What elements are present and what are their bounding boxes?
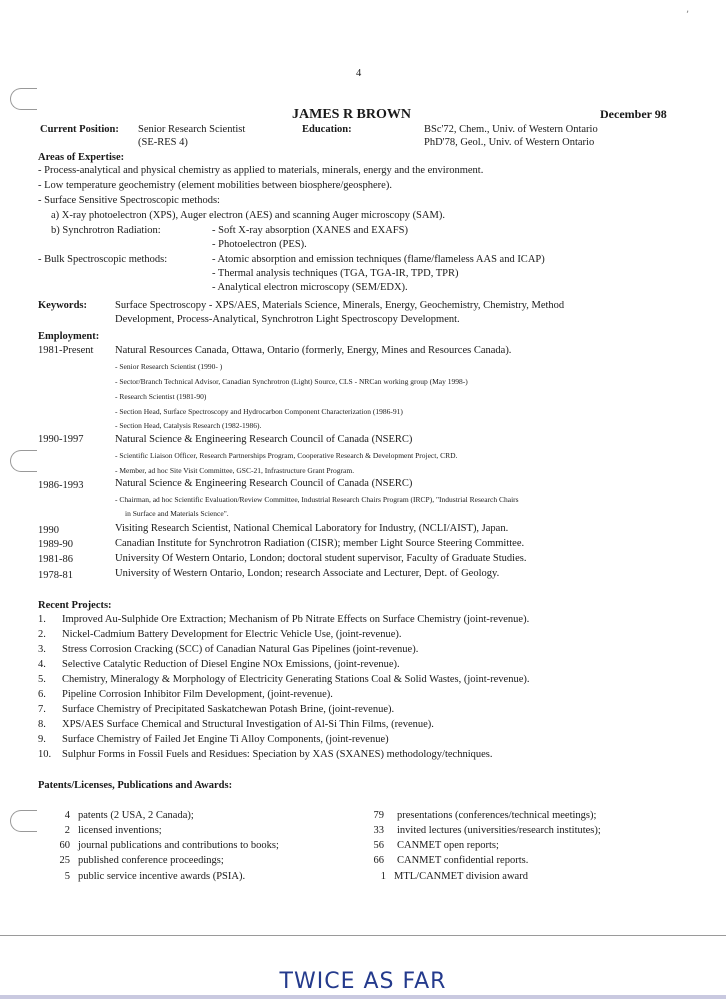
punch-hole: [10, 810, 37, 832]
project-number: 1.: [38, 614, 46, 625]
keywords-line: Surface Spectroscopy - XPS/AES, Materials Science, Minerals, Energy, Geochemistry, Chemistry, Method: [115, 300, 565, 311]
employment-sub: - Section Head, Surface Spectroscopy and Hydrocarbon Component Characterization (1986-91): [115, 407, 403, 416]
award-count: 79: [373, 810, 384, 821]
award-item: CANMET confidential reports.: [397, 855, 529, 866]
award-count: 60: [59, 840, 70, 851]
award-item: licensed inventions;: [78, 825, 162, 836]
expertise-heading: Areas of Expertise:: [38, 152, 125, 163]
employment-sub: - Chairman, ad hoc Scientific Evaluation/Review Committee, Industrial Research Chairs Program (IRCP), "Industrial Research Chairs: [115, 495, 519, 504]
bottom-stripe: [0, 995, 726, 999]
employment-years: 1990-1997: [38, 434, 84, 445]
employment-sub: - Member, ad hoc Site Visit Committee, GSC-21, Infrastructure Grant Program.: [115, 466, 355, 475]
employment-text: Canadian Institute for Synchrotron Radiation (CISR); member Light Source Steering Committee.: [115, 538, 525, 549]
employment-text: Natural Science & Engineering Research Council of Canada (NSERC): [115, 434, 413, 445]
project-number: 9.: [38, 734, 46, 745]
employment-years: 1989-90: [38, 539, 73, 550]
award-count: 25: [59, 855, 70, 866]
expertise-item: - Photoelectron (PES).: [212, 239, 307, 250]
employment-years: 1981-Present: [38, 345, 94, 356]
project-item: Nickel-Cadmium Battery Development for Electric Vehicle Use, (joint-revenue).: [62, 629, 402, 640]
employment-text: University Of Western Ontario, London; doctoral student supervisor, Faculty of Graduate Studies.: [115, 553, 527, 564]
employment-text: Natural Resources Canada, Ottawa, Ontario (formerly, Energy, Mines and Resources Canada).: [115, 345, 512, 356]
project-item: Surface Chemistry of Precipitated Saskatchewan Potash Brine, (joint-revenue).: [62, 704, 395, 715]
employment-sub: - Scientific Liaison Officer, Research Partnerships Program, Cooperative Research & Development Project, CRD.: [115, 451, 458, 460]
education-label: Education:: [302, 124, 352, 135]
award-count: 33: [373, 825, 384, 836]
project-item: Selective Catalytic Reduction of Diesel Engine NOx Emissions, (joint-revenue).: [62, 659, 400, 670]
award-count: 5: [64, 871, 70, 882]
project-item: Stress Corrosion Cracking (SCC) of Canadian Natural Gas Pipelines (joint-revenue).: [62, 644, 419, 655]
expertise-item: a) X-ray photoelectron (XPS), Auger electron (AES) and scanning Auger microscopy (SAM).: [51, 210, 445, 221]
project-number: 7.: [38, 704, 46, 715]
employment-sub: - Section Head, Catalysis Research (1982-1986).: [115, 421, 262, 430]
award-item: published conference proceedings;: [78, 855, 224, 866]
employment-years: 1981-86: [38, 554, 73, 565]
position-code: (SE-RES 4): [138, 137, 188, 148]
keywords-line: Development, Process-Analytical, Synchrotron Light Spectroscopy Development.: [115, 314, 460, 325]
employment-sub: - Senior Research Scientist (1990- ): [115, 362, 223, 371]
expertise-item: - Soft X-ray absorption (XANES and EXAFS): [212, 225, 408, 236]
employment-text: University of Western Ontario, London; research Associate and Lecturer, Dept. of Geology.: [115, 568, 500, 579]
footer-logo-text: TWICE AS FAR: [279, 969, 447, 994]
expertise-item: - Low temperature geochemistry (element mobilities between biosphere/geosphere).: [38, 180, 392, 191]
project-number: 8.: [38, 719, 46, 730]
employment-heading: Employment:: [38, 331, 100, 342]
education-item: BSc'72, Chem., Univ. of Western Ontario: [424, 124, 598, 135]
award-count: 4: [64, 810, 70, 821]
expertise-item: b) Synchrotron Radiation:: [51, 225, 161, 236]
award-count: 2: [64, 825, 70, 836]
project-number: 10.: [38, 749, 52, 760]
punch-hole: [10, 450, 37, 472]
award-item: CANMET open reports;: [397, 840, 499, 851]
position-title: Senior Research Scientist: [138, 124, 246, 135]
employment-sub: - Sector/Branch Technical Advisor, Canadian Synchrotron (Light) Source, CLS - NRCan working group (May 1998-): [115, 377, 468, 386]
award-item: journal publications and contributions to books;: [78, 840, 279, 851]
project-number: 3.: [38, 644, 46, 655]
expertise-item: - Analytical electron microscopy (SEM/EDX).: [212, 282, 408, 293]
corner-mark: ,: [686, 4, 690, 15]
expertise-item: - Surface Sensitive Spectroscopic methods:: [38, 195, 220, 206]
education-item: PhD'78, Geol., Univ. of Western Ontario: [424, 137, 595, 148]
employment-sub: - Research Scientist (1981-90): [115, 392, 207, 401]
award-item: presentations (conferences/technical meetings);: [397, 810, 597, 821]
expertise-item: - Thermal analysis techniques (TGA, TGA-IR, TPD, TPR): [212, 268, 459, 279]
expertise-item: - Atomic absorption and emission techniques (flame/flameless AAS and ICAP): [212, 254, 545, 265]
award-count: 56: [373, 840, 384, 851]
project-item: Pipeline Corrosion Inhibitor Film Development, (joint-revenue).: [62, 689, 333, 700]
project-item: Surface Chemistry of Failed Jet Engine Ti Alloy Components, (joint-revenue): [62, 734, 389, 745]
page-number: 4: [356, 68, 362, 79]
expertise-item: - Process-analytical and physical chemistry as applied to materials, minerals, energy and the environment.: [38, 165, 484, 176]
project-item: XPS/AES Surface Chemical and Structural Investigation of Al-Si Thin Films, (revenue).: [62, 719, 434, 730]
position-label: Current Position:: [40, 124, 119, 135]
award-item: invited lectures (universities/research institutes);: [397, 825, 601, 836]
keywords-label: Keywords:: [38, 300, 87, 311]
punch-hole: [10, 88, 37, 110]
award-item: MTL/CANMET division award: [394, 871, 528, 882]
projects-heading: Recent Projects:: [38, 600, 112, 611]
award-count: 1: [380, 871, 386, 882]
project-number: 2.: [38, 629, 46, 640]
project-number: 5.: [38, 674, 46, 685]
resume-date: December 98: [600, 107, 667, 121]
employment-years: 1990: [38, 525, 59, 536]
awards-heading: Patents/Licenses, Publications and Awards:: [38, 780, 233, 791]
employment-sub: in Surface and Materials Science".: [125, 509, 229, 518]
award-item: patents (2 USA, 2 Canada);: [78, 810, 194, 821]
award-item: public service incentive awards (PSIA).: [78, 871, 246, 882]
employment-text: Natural Science & Engineering Research Council of Canada (NSERC): [115, 478, 413, 489]
award-count: 66: [373, 855, 384, 866]
employment-years: 1978-81: [38, 570, 73, 581]
resume-name: JAMES R BROWN: [292, 107, 412, 122]
employment-text: Visiting Research Scientist, National Chemical Laboratory for Industry, (NCLI/AIST), Japan.: [115, 523, 509, 534]
employment-years: 1986-1993: [38, 480, 84, 491]
page-edge-divider: [0, 935, 726, 936]
project-number: 6.: [38, 689, 46, 700]
expertise-item: - Bulk Spectroscopic methods:: [38, 254, 168, 265]
project-item: Chemistry, Mineralogy & Morphology of Electricity Generating Stations Coal & Solid Wastes, (joint-revenue).: [62, 674, 530, 685]
project-item: Sulphur Forms in Fossil Fuels and Residues: Speciation by XAS (SXANES) methodology/techniques.: [62, 749, 493, 760]
project-item: Improved Au-Sulphide Ore Extraction; Mechanism of Pb Nitrate Effects on Surface Chemistry (joint-revenue).: [62, 614, 530, 625]
project-number: 4.: [38, 659, 46, 670]
